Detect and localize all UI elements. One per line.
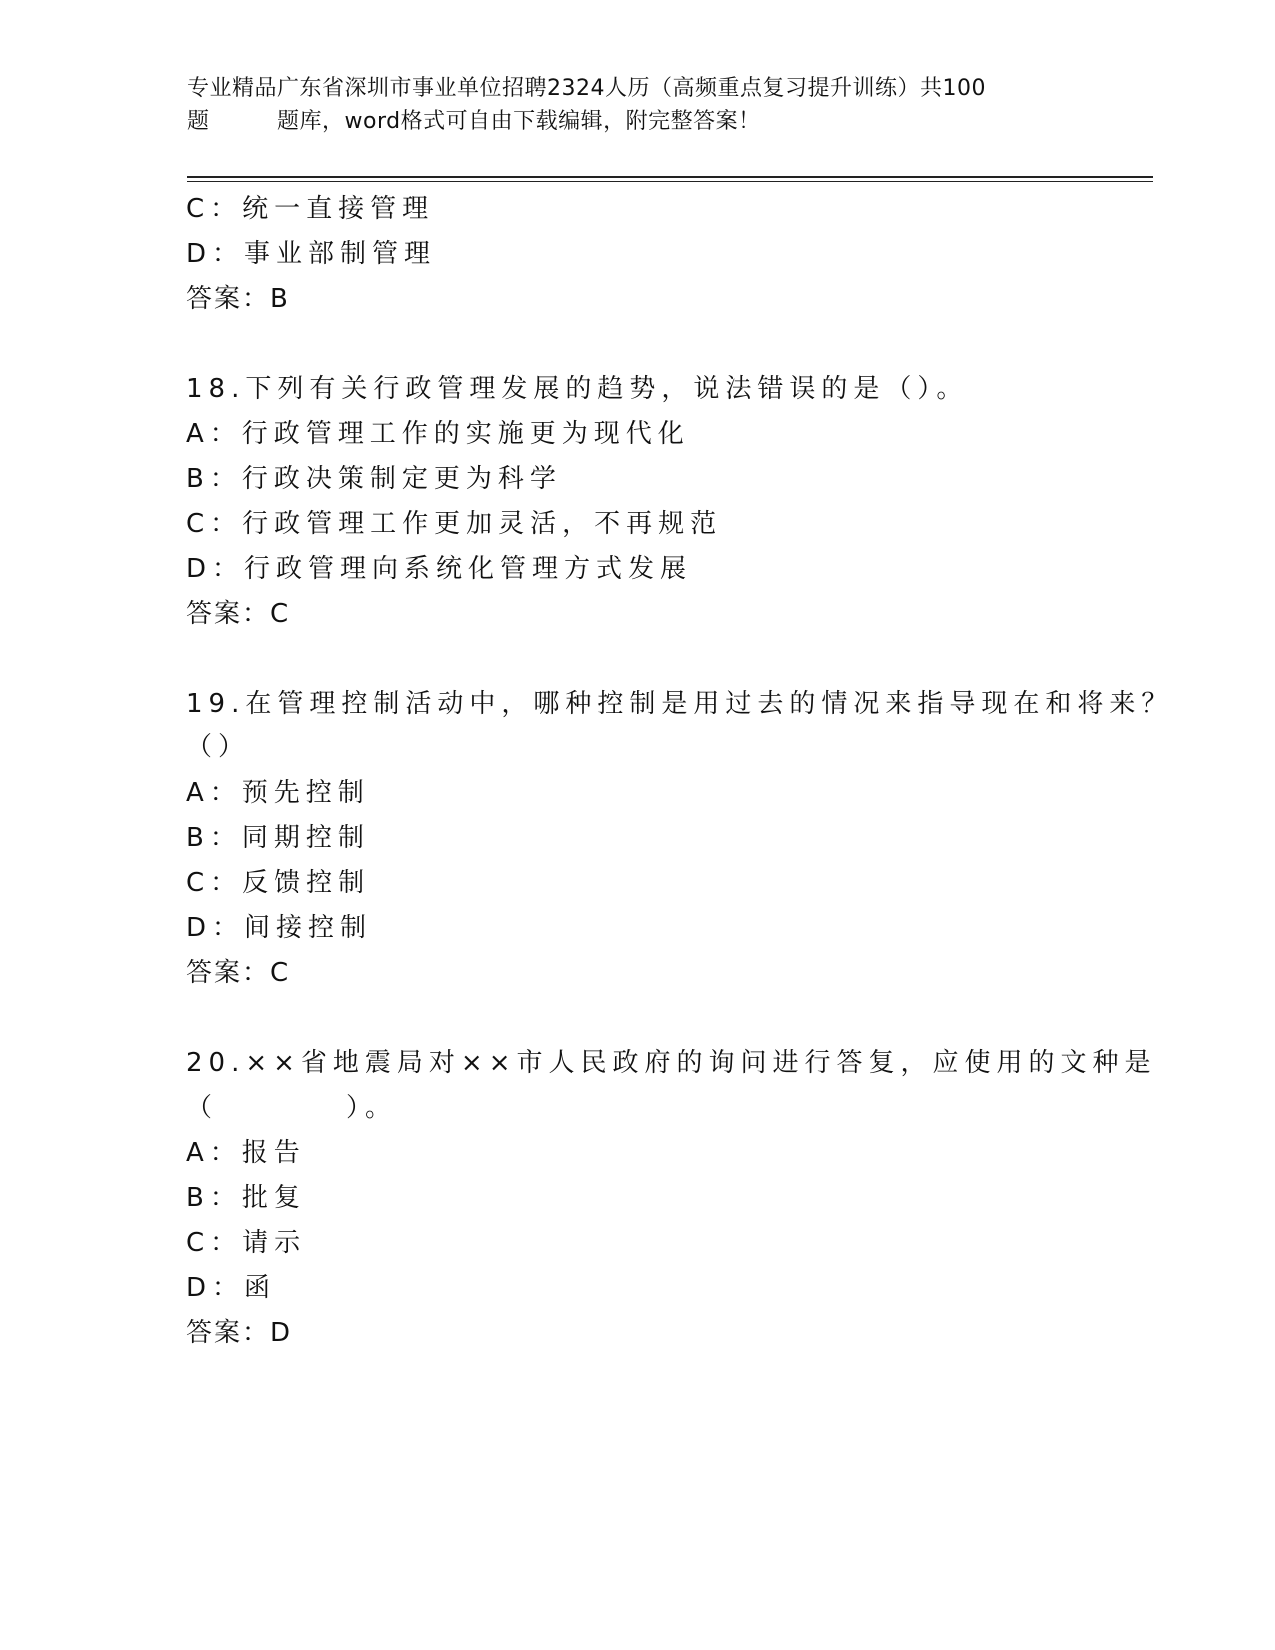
q18-stem: 18.下列有关行政管理发展的趋势，说法错误的是（）。 bbox=[186, 374, 969, 404]
q20-stem-line-1: 20.××省地震局对××市人民政府的询问进行答复，应使用的文种是 bbox=[186, 1048, 1157, 1078]
q19-stem-line-1: 19.在管理控制活动中，哪种控制是用过去的情况来指导现在和将来？ bbox=[186, 689, 1174, 719]
q18-option-a: A：行政管理工作的实施更为现代化 bbox=[186, 419, 690, 449]
q17-answer: 答案：B bbox=[186, 284, 290, 314]
q19-option-a: A：预先控制 bbox=[186, 778, 370, 808]
q19-option-c: C：反馈控制 bbox=[186, 868, 371, 898]
q17-option-c: C：统一直接管理 bbox=[186, 194, 435, 224]
q18-option-b: B：行政决策制定更为科学 bbox=[186, 464, 562, 494]
q18-option-c: C：行政管理工作更加灵活，不再规范 bbox=[186, 509, 723, 539]
q20-stem-line-2: （ ）。 bbox=[186, 1093, 398, 1123]
q19-option-b: B：同期控制 bbox=[186, 823, 370, 853]
header-title-line-1: 专业精品广东省深圳市事业单位招聘2324人历（高频重点复习提升训练）共100 bbox=[187, 76, 986, 101]
header-divider-thick bbox=[187, 176, 1153, 178]
q19-answer: 答案：C bbox=[186, 958, 291, 988]
q18-option-d: D：行政管理向系统化管理方式发展 bbox=[186, 554, 693, 584]
q20-option-b: B：批复 bbox=[186, 1183, 306, 1213]
q19-stem-line-2: （） bbox=[186, 732, 251, 762]
q20-option-d: D：函 bbox=[186, 1273, 277, 1303]
document-header bbox=[187, 72, 1067, 138]
q18-answer: 答案：C bbox=[186, 599, 291, 629]
header-title-line-2: 题 题库，word格式可自由下载编辑，附完整答案！ bbox=[187, 109, 761, 134]
header-divider-thin bbox=[187, 181, 1153, 182]
q17-option-d: D：事业部制管理 bbox=[186, 239, 437, 269]
q20-answer: 答案：D bbox=[186, 1318, 293, 1348]
q20-option-a: A：报告 bbox=[186, 1138, 306, 1168]
q19-option-d: D：间接控制 bbox=[186, 913, 373, 943]
q20-option-c: C：请示 bbox=[186, 1228, 307, 1258]
